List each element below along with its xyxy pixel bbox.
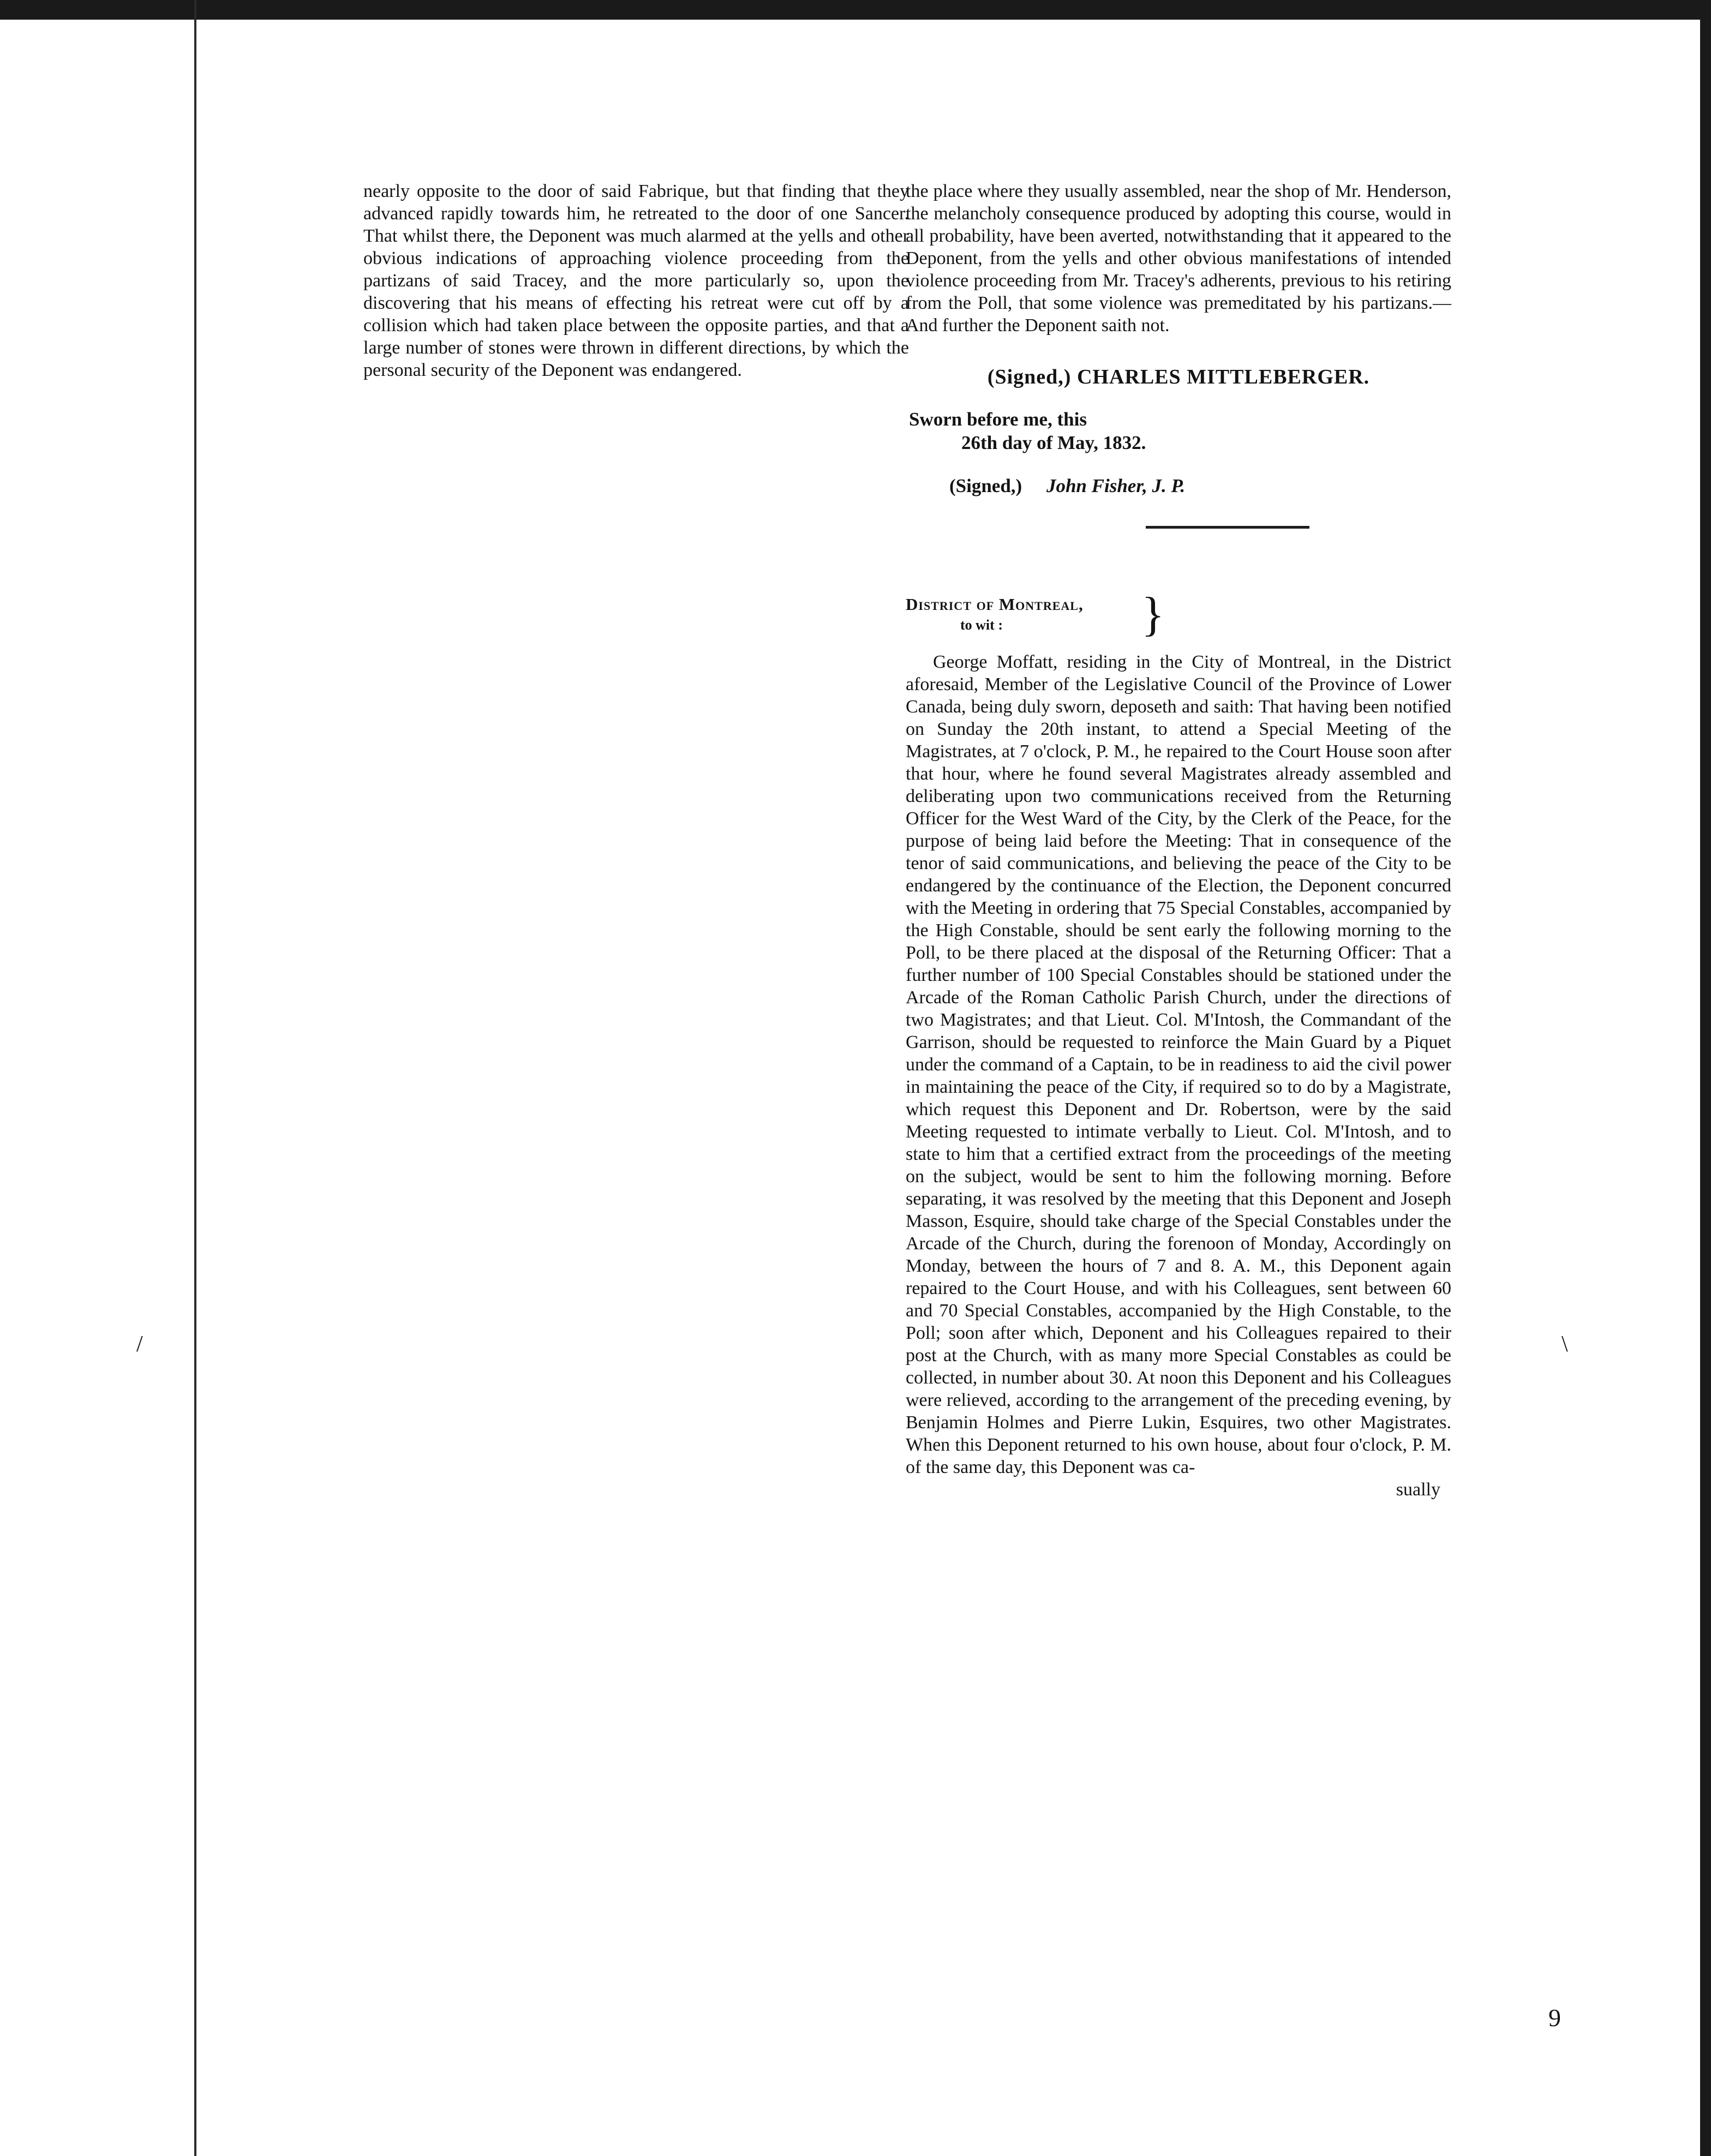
deposition-paragraph: George Moffatt, residing in the City of Montreal, in the District aforesaid, Member of the Legislative Council of the Province of Lower Canada, being duly sworn, deposeth and saith: That having been notified on Sunday the 20th instant, to attend a Special Meeting of the Magistrates, at 7 o'clock, P. M., he repaired to the Court House soon after that hour, where he found several Magistrates already assembled and deliberating upon two communications received from the Returning Officer for the West Ward of the City, by the Clerk of the Peace, for the purpose of being laid before the Meeting: That in consequence of the tenor of said communications, and believing the peace of the City to be endangered by the continuance of the Election, the Deponent concurred with the Meeting in ordering that 75 Special Constables, accompanied by the High Constable, should be sent early the following morning to the Poll, to be there placed at the disposal of the Returning Officer: That a further number of 100 Special Constables should be stationed under the Arcade of the Roman Catholic Parish Church, under the directions of two Magistrates; and that Lieut. Col. M'Intosh, the Commandant of the Garrison, should be requested to reinforce the Main Guard by a Piquet under the command of a Captain, to be in readiness to aid the civil power in maintaining the peace of the City, if required so to do by a Magistrate, which request this Deponent and Dr. Robertson, were by the said Meeting requested to intimate verbally to Lieut. Col. M'Intosh, and to state to him that a certified extract from the proceedings of the meeting on the subject, would be sent to him the following morning. Before separating, it was resolved by the meeting that this Deponent and Joseph Masson, Esquire, should take charge of the Special Constables under the Arcade of the Church, during the forenoon of Monday, Accordingly on Monday, between the hours of 7 and 8. A. M., this Deponent again repaired to the Court House, and with his Colleagues, sent between 60 and 70 Special Constables, accompanied by the High Constable, to the Poll; soon after which, Deponent and his Colleagues repaired to their post at the Church, with as many more Special Constables as could be collected, in number about 30. At noon this Deponent and his Colleagues were relieved, according to the arrangement of the preceding evening, by Benjamin Holmes and Pierre Lukin, Esquires, two other Magistrates. When this Deponent returned to his own house, about four o'clock, P. M. of the same day, this Deponent was ca- — [906, 652, 1451, 1477]
district-heading — [906, 588, 1451, 641]
sworn-line-1: Sworn before me, this — [909, 409, 1087, 430]
left-column — [363, 180, 909, 381]
district-line-1: District of Montreal, — [906, 595, 1084, 614]
jp-name: John Fisher, J. P. — [1046, 475, 1186, 496]
scan-border-right — [1700, 0, 1711, 2156]
paragraph: nearly opposite to the door of said Fabrique, but that finding that they advanced rapidly towards him, he retreated to the door of one Sancer. That whilst there, the Deponent was much alarmed at the yells and other obvious indications of approaching violence proceeding from the partizans of said Tracey, and the more particularly so, upon the discovering that his means of effecting his retreat were cut off by a collision which had taken place between the opposite parties, and that a large number of stones were thrown in different directions, by which the personal security of the Deponent was endangered. — [363, 181, 909, 380]
sworn-statement — [906, 408, 1451, 454]
margin-mark-left: / — [136, 1332, 143, 1357]
catchword: sually — [1396, 1480, 1440, 1500]
sworn-line-2: 26th day of May, 1832. — [961, 432, 1146, 453]
margin-mark-right: \ — [1562, 1332, 1568, 1357]
right-column — [906, 180, 1451, 1501]
continuation-paragraph: the place where they usually assembled, near the shop of Mr. Henderson, the melancholy consequence produced by adopting this course, would in all probability, have been averted, notwithstanding that it appeared to the Deponent, from the yells and other obvious manifestations of intended violence proceeding from Mr. Tracey's adherents, previous to his retiring from the Poll, that some violence was premeditated by his partizans.—And further the Deponent saith not. — [906, 181, 1451, 336]
district-line-2: to wit : — [960, 617, 1003, 633]
page-number: 9 — [1548, 2004, 1561, 2032]
signature-line: (Signed,) CHARLES MITTLEBERGER. — [987, 366, 1370, 388]
binding-gutter-line — [194, 0, 196, 2156]
section-rule — [1146, 526, 1309, 529]
scan-border-top — [0, 0, 1711, 20]
jp-signed: (Signed,) — [949, 475, 1022, 496]
justice-signature — [906, 474, 1451, 498]
brace-glyph: } — [1141, 588, 1165, 641]
